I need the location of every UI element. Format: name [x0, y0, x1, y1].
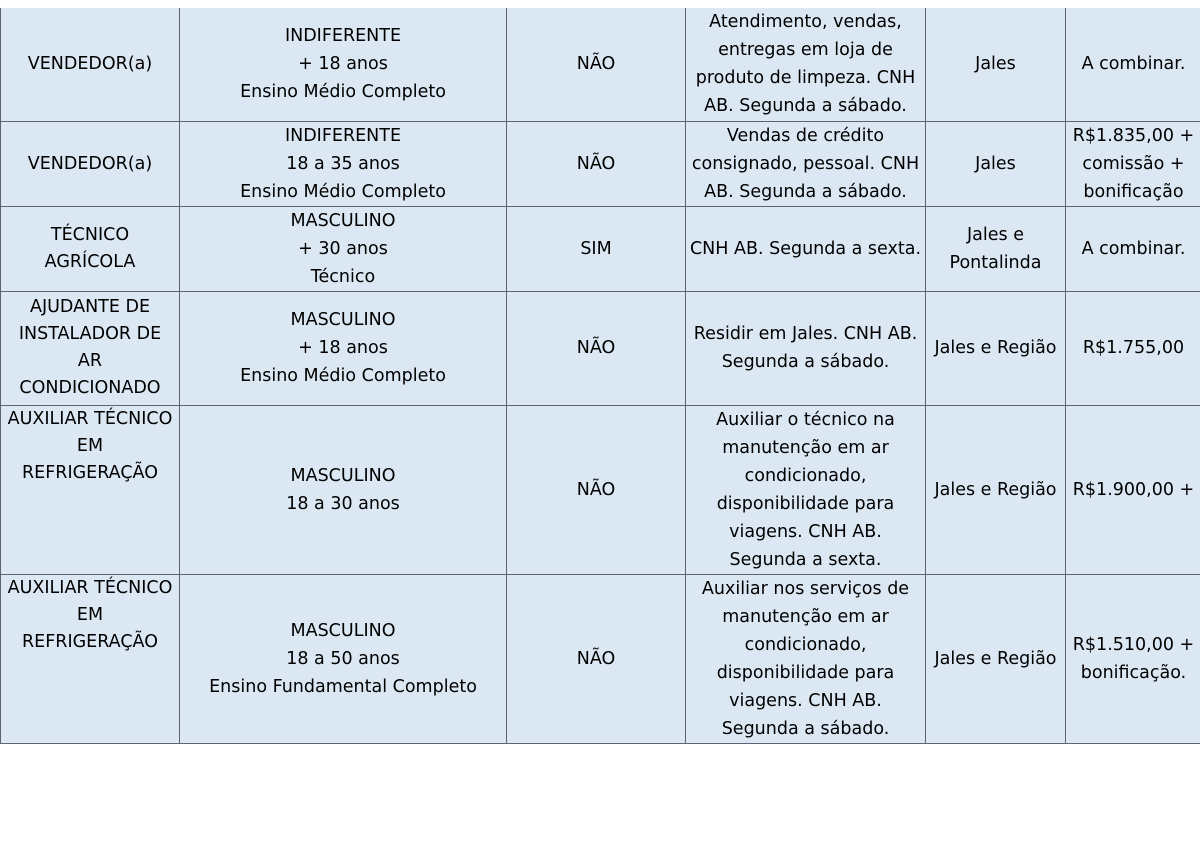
table-row: [1, 8, 1200, 121]
location-cell: Jales e Pontalinda: [926, 206, 1066, 291]
job-title-cell: VENDEDOR(a): [1, 121, 180, 206]
description-cell: Atendimento, vendas, entregas em loja de produto de limpeza. CNH AB. Segunda a sábado.: [686, 8, 926, 121]
salary-cell: A combinar.: [1066, 206, 1200, 291]
profile-cell: MASCULINO + 18 anos Ensino Médio Completo: [180, 291, 507, 405]
description-cell: CNH AB. Segunda a sexta.: [686, 206, 926, 291]
job-title-cell: AJUDANTE DE INSTALADOR DE AR CONDICIONADO: [1, 291, 180, 405]
location-cell: Jales e Região: [926, 574, 1066, 743]
salary-cell: R$1.510,00 + bonificação.: [1066, 574, 1200, 743]
location-cell: Jales: [926, 121, 1066, 206]
pcd-cell: NÃO: [507, 121, 686, 206]
description-cell: Auxiliar nos serviços de manutenção em ar condicionado, disponibilidade para viagens. CNH AB. Segunda a sábado.: [686, 574, 926, 743]
job-title-cell: AUXILIAR TÉCNICO EM REFRIGERAÇÃO: [1, 574, 180, 743]
profile-cell: INDIFERENTE 18 a 35 anos Ensino Médio Completo: [180, 121, 507, 206]
description-cell: Residir em Jales. CNH AB. Segunda a sábado.: [686, 291, 926, 405]
job-title-cell: TÉCNICO AGRÍCOLA: [1, 206, 180, 291]
description-cell: Vendas de crédito consignado, pessoal. CNH AB. Segunda a sábado.: [686, 121, 926, 206]
table-row: [1, 291, 1200, 405]
location-cell: Jales e Região: [926, 291, 1066, 405]
location-cell: Jales: [926, 8, 1066, 121]
salary-cell: R$1.755,00: [1066, 291, 1200, 405]
description-cell: Auxiliar o técnico na manutenção em ar condicionado, disponibilidade para viagens. CNH AB. Segunda a sexta.: [686, 405, 926, 574]
job-vacancies-table: [0, 8, 1200, 744]
pcd-cell: NÃO: [507, 405, 686, 574]
profile-cell: MASCULINO 18 a 50 anos Ensino Fundamental Completo: [180, 574, 507, 743]
location-cell: Jales e Região: [926, 405, 1066, 574]
profile-cell: MASCULINO 18 a 30 anos: [180, 405, 507, 574]
pcd-cell: NÃO: [507, 574, 686, 743]
profile-cell: MASCULINO + 30 anos Técnico: [180, 206, 507, 291]
profile-cell: INDIFERENTE + 18 anos Ensino Médio Completo: [180, 8, 507, 121]
table-row: [1, 405, 1200, 574]
salary-cell: R$1.835,00 + comissão + bonificação: [1066, 121, 1200, 206]
table-row: [1, 206, 1200, 291]
pcd-cell: NÃO: [507, 8, 686, 121]
table-row: [1, 121, 1200, 206]
pcd-cell: NÃO: [507, 291, 686, 405]
job-title-cell: AUXILIAR TÉCNICO EM REFRIGERAÇÃO: [1, 405, 180, 574]
salary-cell: A combinar.: [1066, 8, 1200, 121]
salary-cell: R$1.900,00 +: [1066, 405, 1200, 574]
job-title-cell: VENDEDOR(a): [1, 8, 180, 121]
table-row: [1, 574, 1200, 743]
pcd-cell: SIM: [507, 206, 686, 291]
